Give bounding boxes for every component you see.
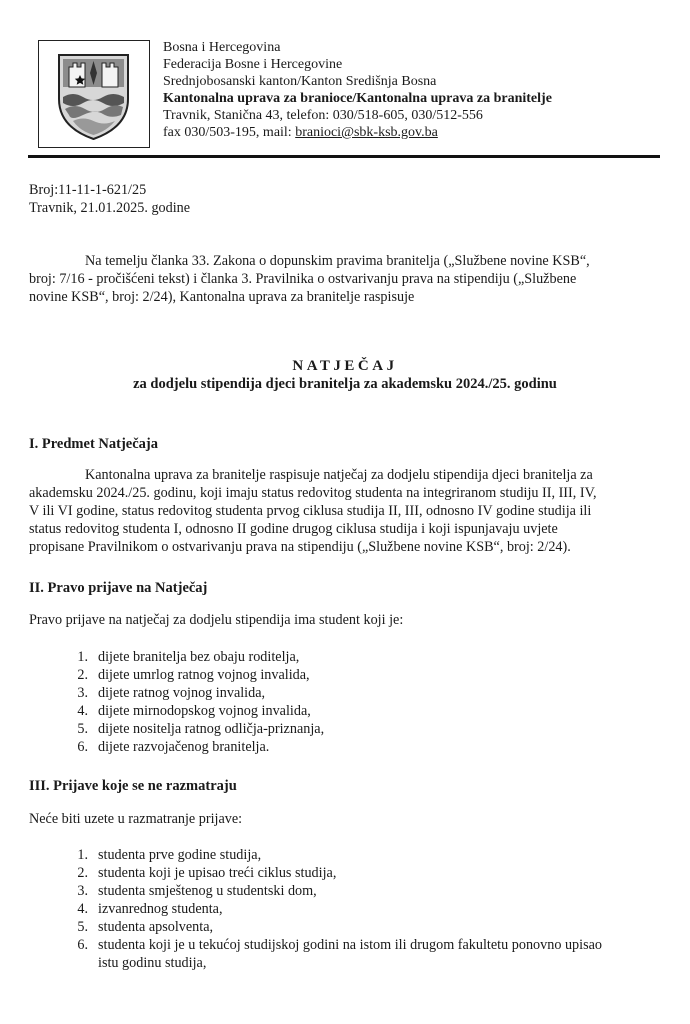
list-item-number: 4. — [77, 703, 88, 719]
section-1-line: akademsku 2024./25. godinu, koji imaju status redovitog studenta na integriranom studiju II, III, IV, — [29, 485, 597, 501]
intro-line: broj: 7/16 - pročišćeni tekst) i članka 3. Pravilnika o ostvarivanju prava na stipendiju („Službene — [29, 271, 577, 287]
letterhead-line-federation: Federacija Bosne i Hercegovine — [163, 57, 343, 72]
place-date: Travnik, 21.01.2025. godine — [29, 200, 191, 216]
letterhead — [0, 0, 690, 165]
intro-line: novine KSB“, broj: 2/24), Kantonalna uprava za branitelje raspisuje — [29, 289, 415, 305]
letterhead-line-office: Kantonalna uprava za branioce/Kantonalna uprava za branitelje — [163, 91, 552, 106]
list-item-text: dijete umrlog ratnog vojnog invalida, — [98, 667, 310, 683]
list-item-number: 2. — [77, 667, 88, 683]
list-item-continuation: istu godinu studija, — [98, 955, 207, 971]
header-divider — [28, 155, 660, 158]
intro-line: Na temelju članka 33. Zakona o dopunskim pravima branitelja („Službene novine KSB“, — [85, 253, 590, 269]
list-item-number: 5. — [77, 919, 88, 935]
letterhead-line-address: Travnik, Stanična 43, telefon: 030/518-605, 030/512-556 — [163, 108, 483, 123]
document-subtitle: za dodjelu stipendija djeci branitelja za akademsku 2024./25. godinu — [133, 376, 557, 392]
list-item-text: dijete razvojačenog branitelja. — [98, 739, 270, 755]
list-item-number: 6. — [77, 739, 88, 755]
section-1-line: propisane Pravilnikom o ostvarivanju prava na stipendiju („Službene novine KSB“, broj: 2/24). — [29, 539, 571, 555]
coat-of-arms-logo — [38, 40, 150, 148]
letterhead-line-country: Bosna i Hercegovina — [163, 40, 281, 55]
list-item-text: studenta smještenog u studentski dom, — [98, 883, 317, 899]
coat-of-arms-icon — [39, 41, 148, 146]
list-item-number: 1. — [77, 847, 88, 863]
letterhead-line-contact — [163, 125, 438, 142]
list-item-text: studenta prve godine studija, — [98, 847, 262, 863]
list-item-text: dijete mirnodopskog vojnog invalida, — [98, 703, 311, 719]
list-item-number: 3. — [77, 883, 88, 899]
list-item-text: dijete ratnog vojnog invalida, — [98, 685, 266, 701]
document-title: NATJEČAJ — [292, 358, 398, 374]
list-item-number: 1. — [77, 649, 88, 665]
section-3-heading: III. Prijave koje se ne razmatraju — [29, 778, 237, 794]
fax-mail-prefix: fax 030/503-195, mail: — [163, 125, 296, 140]
list-item-number: 3. — [77, 685, 88, 701]
email-link[interactable]: branioci@sbk-ksb.gov.ba — [295, 125, 438, 140]
list-item-text: dijete nositelja ratnog odličja-priznanja, — [98, 721, 325, 737]
list-item-number: 2. — [77, 865, 88, 881]
section-1-line: status redovitog studenta I, odnosno II godine drugog ciklusa studija i koji ispunjavaju uvjete — [29, 521, 558, 537]
list-item-text: studenta apsolventa, — [98, 919, 214, 935]
section-1-heading: I. Predmet Natječaja — [29, 436, 158, 452]
section-2-intro: Pravo prijave na natječaj za dodjelu stipendija ima student koji je: — [29, 612, 404, 628]
list-item-number: 4. — [77, 901, 88, 917]
reference-number: Broj:11-11-1-621/25 — [29, 182, 147, 198]
list-item-text: studenta koji je u tekućoj studijskoj godini na istom ili drugom fakultetu ponovno upisao — [98, 937, 603, 953]
section-1-line: Kantonalna uprava za branitelje raspisuje natječaj za dodjelu stipendija djeci branitelja za — [85, 467, 593, 483]
list-item-text: dijete branitelja bez obaju roditelja, — [98, 649, 300, 665]
letterhead-line-canton: Srednjobosanski kanton/Kanton Središnja Bosna — [163, 74, 437, 89]
section-3-intro: Neće biti uzete u razmatranje prijave: — [29, 811, 243, 827]
list-item-text: izvanrednog studenta, — [98, 901, 223, 917]
list-item-number: 5. — [77, 721, 88, 737]
list-item-text: studenta koji je upisao treći ciklus studija, — [98, 865, 337, 881]
list-item-number: 6. — [77, 937, 88, 953]
section-2-heading: II. Pravo prijave na Natječaj — [29, 580, 208, 596]
section-1-line: V ili VI godine, status redovitog studenta prvog ciklusa studija II, III, odnosno IV godine studija ili — [29, 503, 592, 519]
